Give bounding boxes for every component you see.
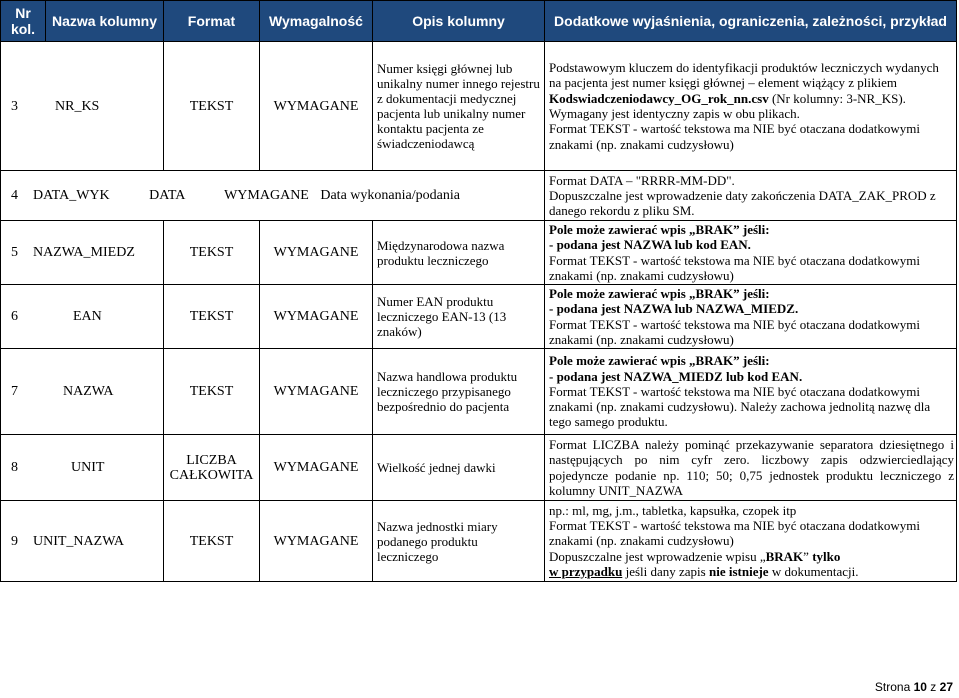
dod-text: Format TEKST - wartość tekstowa ma NIE być otaczana dodatkowymi znakami (np. znakami cudzysłowu) <box>549 121 921 152</box>
row-nazwa: NR_KS <box>55 98 100 114</box>
dod-text: Dopuszczalne jest wprowadzenie wpisu „ <box>549 548 766 564</box>
dod-text: Pole może zawierać wpis „BRAK” jeśli: <box>549 285 770 301</box>
header-format: Format <box>164 1 260 42</box>
row-wymagalnosc: WYMAGANE <box>260 285 373 349</box>
footer-label: Strona <box>874 680 911 694</box>
dod-text: Format TEKST - wartość tekstowa ma NIE być otaczana dodatkowymi znakami (np. znakami cudzysłowu) <box>549 518 921 549</box>
dod-text: - podana jest NAZWA_MIEDZ lub kod EAN. <box>549 368 803 384</box>
dod-text: ” <box>803 548 813 564</box>
dod-keyword: w przypadku <box>549 563 623 579</box>
row-nr: 7 <box>11 384 18 399</box>
header-opis: Opis kolumny <box>373 1 545 42</box>
row-nr-name <box>1 501 164 582</box>
header-row <box>1 1 957 42</box>
row-wymagalnosc: WYMAGANE <box>260 435 373 501</box>
dod-text: jeśli dany zapis <box>622 563 709 579</box>
dod-filename: Kodswiadczeniodawcy_OG_rok_nn.csv <box>549 90 769 106</box>
dod-text: Format TEKST - wartość tekstowa ma NIE być otaczana dodatkowymi znakami (np. znakami cudzysłowu) <box>549 252 921 283</box>
row-nr: 3 <box>11 98 18 114</box>
row-opis: Nazwa jednostki miary podanego produktu leczniczego <box>373 501 545 582</box>
dod-text: Format TEKST - wartość tekstowa ma NIE być otaczana dodatkowymi znakami (np. znakami cudzysłowu) <box>549 316 921 347</box>
dod-text: - podana jest NAZWA lub NAZWA_MIEDZ. <box>549 301 799 317</box>
row-opis: Numer księgi głównej lub unikalny numer innego rejestru z dokumentacji medycznej pacjenta lub unikalny numer kontaktu pacjenta ze świadczeniodawcą <box>373 42 545 171</box>
row-format: TEKST <box>164 285 260 349</box>
table-row <box>1 42 957 171</box>
row-wymagalnosc: WYMAGANE <box>260 42 373 171</box>
row-nazwa: NAZWA <box>63 384 114 399</box>
row-nr-name <box>1 221 164 285</box>
dod-keyword: tylko <box>812 548 841 564</box>
table-row <box>1 501 957 582</box>
dod-keyword: BRAK <box>765 548 804 564</box>
row-opis: Wielkość jednej dawki <box>373 435 545 501</box>
row-nr: 5 <box>11 245 18 260</box>
row-wymagalnosc: WYMAGANE <box>260 349 373 435</box>
row-nr-name <box>1 285 164 349</box>
row-nr-name <box>1 349 164 435</box>
row-format: TEKST <box>164 349 260 435</box>
row-format: LICZBA CAŁKOWITA <box>164 435 260 501</box>
row-dodatkowe <box>545 349 957 435</box>
row-opis: Numer EAN produktu leczniczego EAN-13 (13 znaków) <box>373 285 545 349</box>
row-dodatkowe: Format LICZBA należy pominąć przekazywanie separatora dziesiętnego i następujących po nim cyfr zero. liczbowy zapis odzwierciedlający pojedyncze podanie np. 110; 50; 0,75 jednostek produktu leczniczego z kolumny UNIT_NAZWA <box>545 435 957 501</box>
row-nazwa: EAN <box>73 309 102 324</box>
dod-text: np.: ml, mg, j.m., tabletka, kapsułka, czopek itp <box>549 502 797 518</box>
row-nr-name <box>1 435 164 501</box>
dod-text: Dopuszczalne jest wprowadzenie daty zakończenia DATA_ZAK_PROD z danego rekordu z pliku SM. <box>549 187 936 219</box>
row-opis: Nazwa handlowa produktu leczniczego przypisanego bezpośrednio do pacjenta <box>373 349 545 435</box>
dod-text: Format DATA – "RRRR-MM-DD". <box>549 172 735 188</box>
dod-text: - podana jest NAZWA lub kod EAN. <box>549 237 751 253</box>
footer-total: 27 <box>939 680 953 694</box>
row-nazwa: DATA_WYK <box>33 188 110 203</box>
row-format: TEKST <box>164 221 260 285</box>
row-format: TEKST <box>164 501 260 582</box>
footer-sep: z <box>930 680 937 694</box>
row-merged <box>1 171 545 221</box>
table-row <box>1 285 957 349</box>
dod-text: Format TEKST - wartość tekstowa ma NIE być otaczana dodatkowymi znakami (np. znakami cudzysłowu). Należy zachowa jednolitą nazwę dla tego samego produktu. <box>549 383 931 430</box>
row-nr: 9 <box>11 533 18 549</box>
row-nr: 6 <box>11 309 18 324</box>
row-opis: Data wykonania/podania <box>320 188 460 203</box>
row-dodatkowe <box>545 501 957 582</box>
table-row <box>1 435 957 501</box>
row-format: TEKST <box>164 42 260 171</box>
dod-text: Pole może zawierać wpis „BRAK” jeśli: <box>549 353 770 369</box>
header-dodatkowe: Dodatkowe wyjaśnienia, ograniczenia, zależności, przykład <box>545 1 957 42</box>
header-nr: Nr kol. <box>1 1 46 42</box>
row-nr: 8 <box>11 460 18 475</box>
footer-page: 10 <box>913 680 927 694</box>
row-nr: 4 <box>11 188 18 203</box>
dod-text: w dokumentacji. <box>768 563 859 579</box>
row-wymagalnosc: WYMAGANE <box>260 501 373 582</box>
row-dodatkowe <box>545 221 957 285</box>
page-footer <box>875 680 953 694</box>
header-nazwa: Nazwa kolumny <box>46 1 164 42</box>
header-wymagalnosc: Wymagalność <box>260 1 373 42</box>
dod-text: Podstawowym kluczem do identyfikacji produktów leczniczych wydanych na pacjenta jest numer księgi głównej – element wiążący z plikiem <box>549 60 939 91</box>
row-nazwa: UNIT_NAZWA <box>33 533 124 549</box>
table-row <box>1 349 957 435</box>
row-dodatkowe <box>545 171 957 221</box>
row-nazwa: UNIT <box>71 460 105 475</box>
row-nazwa: NAZWA_MIEDZ <box>33 245 135 260</box>
table-row <box>1 171 957 221</box>
row-dodatkowe <box>545 42 957 171</box>
row-wymagalnosc: WYMAGANE <box>224 188 309 203</box>
table-row <box>1 221 957 285</box>
row-opis: Międzynarodowa nazwa produktu leczniczego <box>373 221 545 285</box>
row-nr-name <box>1 42 164 171</box>
dod-keyword: nie istnieje <box>708 563 769 579</box>
row-format: DATA <box>149 188 185 203</box>
dod-text: (Nr kolumny: 3-NR_KS). Wymagany jest identyczny zapis w obu plikach. <box>549 90 906 121</box>
dod-text: Pole może zawierać wpis „BRAK” jeśli: <box>549 221 770 237</box>
row-wymagalnosc: WYMAGANE <box>260 221 373 285</box>
row-dodatkowe <box>545 285 957 349</box>
